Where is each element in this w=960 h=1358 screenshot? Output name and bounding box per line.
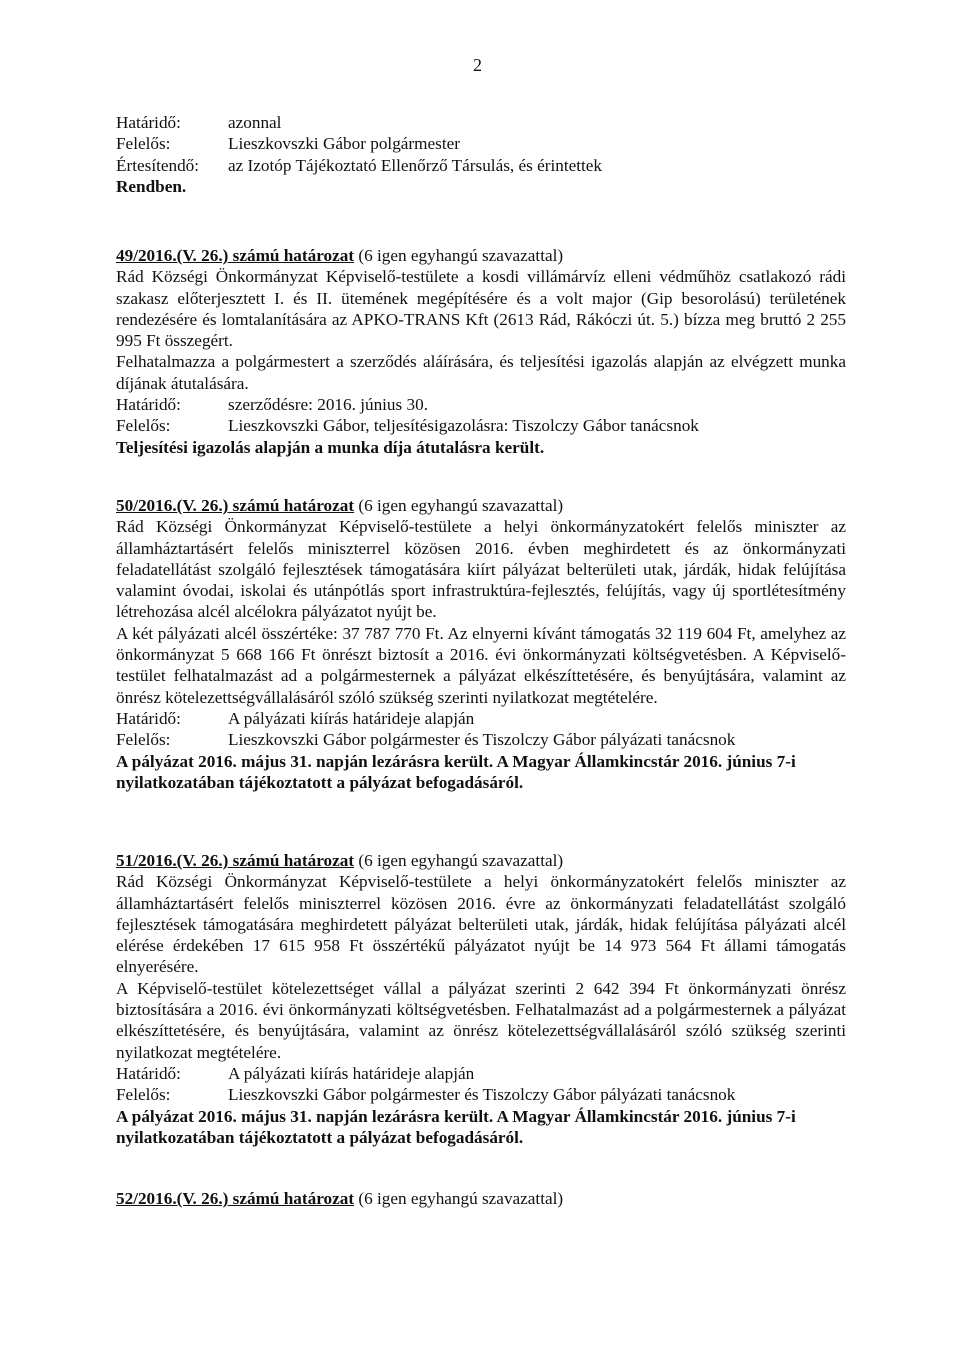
vote-note: (6 igen egyhangú szavazattal) bbox=[354, 496, 564, 515]
resolution-text: Rád Községi Önkormányzat Képviselő-testülete a helyi önkormányzatokért felelős miniszter az államháztartásért felelős miniszterrel közösen 2016. évre az önkormányzati feladatellátást szolgáló fejlesztések támogatására meghirdetett pályázat belterületi utak, járdák, hidak felújítása pályázati alcél elérése érdekében 17 615 958 Ft összértékű pályázatot nyújt be 14 973 564 Ft állami támogatás elnyerésére. bbox=[116, 872, 846, 977]
outcome-note: A pályázat 2016. május 31. napján lezárásra került. A Magyar Államkincstár 2016. június 7-i nyilatkozatában tájékoztatott a pályázat befogadásáról. bbox=[116, 1106, 796, 1147]
resolution-49 bbox=[116, 245, 846, 458]
notify-value: az Izotóp Tájékoztató Ellenőrző Társulás, és érintettek bbox=[228, 155, 602, 175]
resolution-heading bbox=[116, 850, 846, 871]
resolution-heading bbox=[116, 245, 846, 266]
resolution-50 bbox=[116, 495, 846, 793]
deadline-label: Határidő: bbox=[116, 1063, 181, 1083]
resolution-text: A két pályázati alcél összértéke: 37 787 770 Ft. Az elnyerni kívánt támogatás 32 119 604 Ft, amelyhez az önkormányzat 5 668 166 Ft önrészt biztosít a 2016. évi önkormányzati költségvetésben. A Képviselő-testület felhatalmazást ad a polgármesternek a pályázat elkészíttetésére, és benyújtására, valamint az önrész kötelezettségvállalásáról szóló szükség szerinti nyilatkozat megtételére. bbox=[116, 623, 846, 707]
deadline-label: Határidő: bbox=[116, 113, 181, 132]
deadline-row bbox=[116, 394, 846, 415]
header-block bbox=[116, 112, 846, 197]
responsible-value: Lieszkovszki Gábor polgármester és Tiszolczy Gábor pályázati tanácsnok bbox=[228, 1085, 736, 1105]
notify-label: Értesítendő: bbox=[116, 155, 200, 175]
responsible-label: Felelős: bbox=[116, 416, 171, 436]
resolution-number: 51/2016.(V. 26.) számú határozat bbox=[116, 851, 355, 870]
deadline-value: A pályázati kiírás határideje alapján bbox=[228, 1063, 475, 1083]
resolution-number: 50/2016.(V. 26.) számú határozat bbox=[116, 496, 355, 515]
resolution-52 bbox=[116, 1188, 846, 1209]
vote-note: (6 igen egyhangú szavazattal) bbox=[354, 1189, 564, 1208]
responsible-value: Lieszkovszki Gábor polgármester és Tiszolczy Gábor pályázati tanácsnok bbox=[228, 730, 736, 750]
resolution-heading bbox=[116, 1188, 846, 1209]
responsible-label: Felelős: bbox=[116, 134, 171, 154]
outcome-note: Teljesítési igazolás alapján a munka díja átutalásra került. bbox=[116, 437, 545, 457]
page-number: 2 bbox=[473, 55, 482, 75]
deadline-value: szerződésre: 2016. június 30. bbox=[228, 395, 428, 415]
resolution-heading bbox=[116, 495, 846, 516]
deadline-row bbox=[116, 1063, 846, 1084]
resolution-51 bbox=[116, 850, 846, 1148]
responsible-label: Felelős: bbox=[116, 730, 171, 750]
resolution-text: Rád Községi Önkormányzat Képviselő-testülete a helyi önkormányzatokért felelős miniszter az államháztartásért felelős miniszterrel közösen 2016. évben meghirdetett és az önkormányzati feladatellátást szolgáló fejlesztések támogatására kiírt pályázat belterületi utak, járdák, hidak felújítása valamint óvodai, iskolai és utánpótlás sport infrastruktúra-fejlesztés, felújítás, vagy új sportlétesítmény létrehozása alcél alcélokra pályázatot nyújt be. bbox=[116, 517, 846, 622]
responsible-value: Lieszkovszki Gábor, teljesítésigazolásra: Tiszolczy Gábor tanácsnok bbox=[228, 416, 699, 436]
resolution-text: Felhatalmazza a polgármestert a szerződés aláírására, és teljesítési igazolás alapján az elvégzett munka díjának átutalására. bbox=[116, 352, 846, 393]
resolution-text: A Képviselő-testület kötelezettséget vállal a pályázat szerinti 2 642 394 Ft önkormányzati önrész biztosítására a 2016. évi önkormányzati költségvetésben. Felhatalmazást ad a polgármesternek a pályázat elkészíttetésére, és benyújtására, valamint az önrész kötelezettségvállalásáról szóló szükség szerinti nyilatkozat megtételére. bbox=[116, 978, 846, 1062]
resolution-number: 52/2016.(V. 26.) számú határozat bbox=[116, 1189, 355, 1208]
responsible-row bbox=[116, 1084, 846, 1105]
deadline-value: azonnal bbox=[228, 113, 282, 132]
deadline-label: Határidő: bbox=[116, 708, 181, 728]
deadline-row bbox=[116, 112, 846, 133]
responsible-label: Felelős: bbox=[116, 1085, 171, 1105]
deadline-value: A pályázati kiírás határideje alapján bbox=[228, 708, 475, 728]
responsible-row bbox=[116, 729, 846, 750]
resolution-number: 49/2016.(V. 26.) számú határozat bbox=[116, 246, 355, 265]
vote-note: (6 igen egyhangú szavazattal) bbox=[354, 246, 564, 265]
closing-note: Rendben. bbox=[116, 176, 187, 196]
responsible-value: Lieszkovszki Gábor polgármester bbox=[228, 134, 460, 154]
responsible-row bbox=[116, 133, 846, 154]
notify-row bbox=[116, 155, 846, 176]
resolution-text: Rád Községi Önkormányzat Képviselő-testülete a kosdi villámárvíz elleni védműhöz csatlakozó rádi szakasz előterjesztett I. és II. ütemének megépítésére és a volt major (Gip besorolású) területének rendezésére és lomtalanítására az APKO-TRANS Kft (2613 Rád, Rákóczi út. 5.) bízza meg bruttó 2 255 995 Ft összegért. bbox=[116, 267, 846, 351]
deadline-label: Határidő: bbox=[116, 395, 181, 415]
outcome-note: A pályázat 2016. május 31. napján lezárásra került. A Magyar Államkincstár 2016. június 7-i nyilatkozatában tájékoztatott a pályázat befogadásáról. bbox=[116, 751, 796, 792]
deadline-row bbox=[116, 708, 846, 729]
vote-note: (6 igen egyhangú szavazattal) bbox=[354, 851, 564, 870]
responsible-row bbox=[116, 415, 846, 436]
